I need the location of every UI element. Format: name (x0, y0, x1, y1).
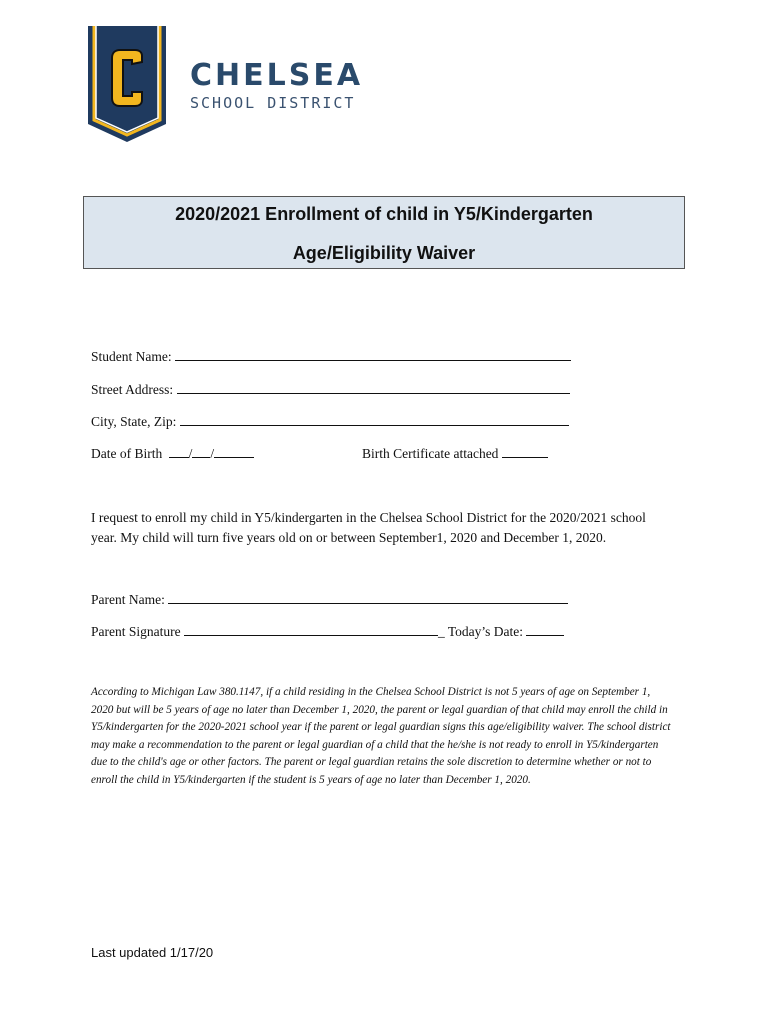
last-updated: Last updated 1/17/20 (91, 945, 214, 960)
parent-signature-line[interactable] (184, 623, 438, 636)
form-subtitle: Age/Eligibility Waiver (292, 243, 476, 263)
birth-cert-line[interactable] (502, 445, 548, 458)
form-title-box (83, 196, 685, 269)
request-paragraph: I request to enroll my child in Y5/kindergarten in the Chelsea School District for the 2020/2021 school year. My child will turn five years old on or between September1, 2020 and December 1, 2020. (91, 510, 646, 545)
legal-notice: According to Michigan Law 380.1147, if a child residing in the Chelsea School District is not 5 years of age on September 1, 2020 but will be 5 years of age no later than December 1, 2020, the parent or legal guardian of that child may enroll the child in Y5/kindergarten for the 2020-2021 school year if the parent or legal guardian signs this age/eligibility waiver. The school district may make a recommendation to the parent or legal guardian of a child that the he/she is not ready to enroll in Y5/kindergarten due to the child's age or other factors. The parent or legal guardian retains the sole discretion to determine whether or not to enroll the child in Y5/kindergarten if the student is 5 years of age no later than December 1, 2020. (91, 686, 671, 786)
parent-name-field (91, 591, 568, 608)
student-name-line[interactable] (175, 348, 571, 361)
student-name-label: Student Name: (91, 349, 172, 364)
birth-certificate-field (362, 445, 548, 462)
city-state-zip-label: City, State, Zip: (91, 414, 177, 429)
street-address-line[interactable] (177, 381, 570, 394)
district-wordmark (190, 60, 363, 112)
parent-name-label: Parent Name: (91, 592, 165, 607)
parent-signature-field (91, 623, 564, 640)
parent-name-line[interactable] (168, 591, 568, 604)
birth-cert-label: Birth Certificate attached (362, 446, 499, 461)
todays-date-label: _ Today’s Date: (437, 624, 524, 639)
dob-day-line[interactable] (192, 445, 210, 458)
street-address-label: Street Address: (91, 382, 174, 397)
date-of-birth-field: Date of Birth / / (91, 445, 254, 462)
student-name-field (91, 348, 571, 365)
dob-month-line[interactable] (169, 445, 189, 458)
dob-year-line[interactable] (214, 445, 254, 458)
city-state-zip-field (91, 413, 569, 430)
district-subtitle: SCHOOL DISTRICT (190, 94, 356, 112)
todays-date-line[interactable] (526, 623, 564, 636)
dob-label: Date of Birth (91, 446, 163, 461)
shield-icon (86, 26, 168, 144)
form-title: 2020/2021 Enrollment of child in Y5/Kindergarten (175, 204, 593, 224)
chelsea-logo (86, 26, 168, 149)
city-state-zip-line[interactable] (180, 413, 569, 426)
district-name: CHELSEA (190, 58, 364, 93)
parent-signature-label: Parent Signature (91, 624, 181, 639)
street-address-field (91, 381, 570, 398)
